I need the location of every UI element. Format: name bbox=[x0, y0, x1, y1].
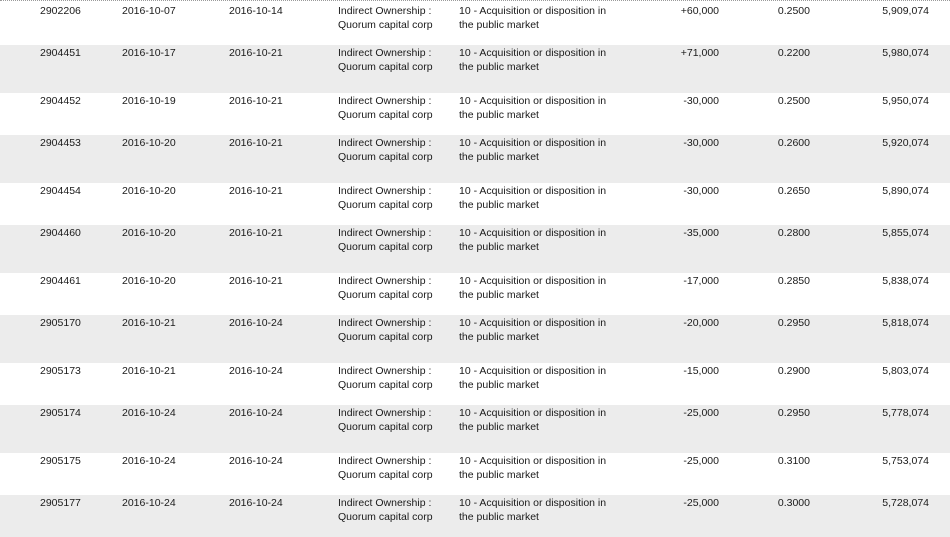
closing-balance: 5,980,074 bbox=[882, 47, 929, 59]
table-row bbox=[0, 93, 950, 135]
table-row bbox=[0, 0, 950, 45]
filing-date: 2016-10-21 bbox=[229, 185, 283, 197]
nature-line-2: the public market bbox=[459, 379, 539, 391]
ownership bbox=[338, 94, 433, 122]
ownership-holder: Quorum capital corp bbox=[338, 241, 433, 253]
transaction-id: 2904461 bbox=[40, 275, 81, 287]
unit-price: 0.2900 bbox=[777, 365, 810, 377]
transaction-date: 2016-10-21 bbox=[122, 317, 176, 329]
number-of-securities: -17,000 bbox=[683, 275, 719, 287]
transaction-id: 2905175 bbox=[40, 455, 81, 467]
ownership bbox=[338, 4, 433, 32]
table-row bbox=[0, 183, 950, 225]
filing-date: 2016-10-24 bbox=[229, 407, 283, 419]
nature-of-transaction bbox=[459, 364, 606, 392]
nature-line-1: 10 - Acquisition or disposition in bbox=[459, 365, 607, 377]
closing-balance: 5,728,074 bbox=[882, 497, 929, 509]
ownership-holder: Quorum capital corp bbox=[338, 109, 433, 121]
table-row bbox=[0, 315, 950, 363]
nature-line-2: the public market bbox=[459, 199, 539, 211]
transaction-id: 2904460 bbox=[40, 227, 81, 239]
nature-line-2: the public market bbox=[459, 511, 539, 523]
table-row bbox=[0, 45, 950, 93]
unit-price: 0.3000 bbox=[777, 497, 810, 509]
transaction-date: 2016-10-24 bbox=[122, 455, 176, 467]
table-row bbox=[0, 225, 950, 273]
transaction-id: 2904453 bbox=[40, 137, 81, 149]
ownership bbox=[338, 496, 433, 524]
table-row bbox=[0, 405, 950, 453]
closing-balance: 5,855,074 bbox=[882, 227, 929, 239]
number-of-securities: -20,000 bbox=[683, 317, 719, 329]
number-of-securities: +60,000 bbox=[680, 5, 719, 17]
nature-line-1: 10 - Acquisition or disposition in bbox=[459, 185, 607, 197]
ownership-holder: Quorum capital corp bbox=[338, 19, 433, 31]
number-of-securities: -15,000 bbox=[683, 365, 719, 377]
nature-of-transaction bbox=[459, 496, 606, 524]
closing-balance: 5,778,074 bbox=[882, 407, 929, 419]
nature-of-transaction bbox=[459, 274, 606, 302]
transaction-date: 2016-10-20 bbox=[122, 275, 176, 287]
transaction-date: 2016-10-21 bbox=[122, 365, 176, 377]
transaction-date: 2016-10-17 bbox=[122, 47, 176, 59]
nature-line-1: 10 - Acquisition or disposition in bbox=[459, 47, 607, 59]
ownership bbox=[338, 454, 433, 482]
nature-line-2: the public market bbox=[459, 109, 539, 121]
nature-line-1: 10 - Acquisition or disposition in bbox=[459, 5, 607, 17]
unit-price: 0.2850 bbox=[777, 275, 810, 287]
ownership-holder: Quorum capital corp bbox=[338, 379, 433, 391]
transaction-id: 2905173 bbox=[40, 365, 81, 377]
nature-of-transaction bbox=[459, 316, 606, 344]
ownership-type: Indirect Ownership : bbox=[338, 95, 432, 107]
ownership-type: Indirect Ownership : bbox=[338, 227, 432, 239]
nature-line-2: the public market bbox=[459, 331, 539, 343]
filing-date: 2016-10-24 bbox=[229, 497, 283, 509]
closing-balance: 5,803,074 bbox=[882, 365, 929, 377]
filing-date: 2016-10-21 bbox=[229, 95, 283, 107]
transaction-id: 2905174 bbox=[40, 407, 81, 419]
transaction-date: 2016-10-20 bbox=[122, 227, 176, 239]
ownership-holder: Quorum capital corp bbox=[338, 331, 433, 343]
ownership-holder: Quorum capital corp bbox=[338, 151, 433, 163]
ownership-type: Indirect Ownership : bbox=[338, 497, 432, 509]
transaction-date: 2016-10-20 bbox=[122, 185, 176, 197]
number-of-securities: -25,000 bbox=[683, 497, 719, 509]
unit-price: 0.2200 bbox=[777, 47, 810, 59]
transaction-id: 2905170 bbox=[40, 317, 81, 329]
filing-date: 2016-10-21 bbox=[229, 137, 283, 149]
unit-price: 0.2650 bbox=[777, 185, 810, 197]
nature-line-1: 10 - Acquisition or disposition in bbox=[459, 497, 607, 509]
transaction-id: 2904451 bbox=[40, 47, 81, 59]
number-of-securities: -25,000 bbox=[683, 455, 719, 467]
nature-of-transaction bbox=[459, 454, 606, 482]
ownership-holder: Quorum capital corp bbox=[338, 511, 433, 523]
nature-line-2: the public market bbox=[459, 61, 539, 73]
nature-line-2: the public market bbox=[459, 469, 539, 481]
ownership bbox=[338, 364, 433, 392]
unit-price: 0.2500 bbox=[777, 5, 810, 17]
ownership-type: Indirect Ownership : bbox=[338, 275, 432, 287]
nature-of-transaction bbox=[459, 226, 606, 254]
nature-line-1: 10 - Acquisition or disposition in bbox=[459, 137, 607, 149]
table-row bbox=[0, 363, 950, 405]
ownership-type: Indirect Ownership : bbox=[338, 47, 432, 59]
transaction-date: 2016-10-19 bbox=[122, 95, 176, 107]
unit-price: 0.2800 bbox=[777, 227, 810, 239]
unit-price: 0.2600 bbox=[777, 137, 810, 149]
transaction-date: 2016-10-20 bbox=[122, 137, 176, 149]
table-row bbox=[0, 135, 950, 183]
closing-balance: 5,920,074 bbox=[882, 137, 929, 149]
transaction-id: 2905177 bbox=[40, 497, 81, 509]
closing-balance: 5,890,074 bbox=[882, 185, 929, 197]
ownership-holder: Quorum capital corp bbox=[338, 199, 433, 211]
ownership-type: Indirect Ownership : bbox=[338, 365, 432, 377]
ownership-type: Indirect Ownership : bbox=[338, 5, 432, 17]
ownership bbox=[338, 46, 433, 74]
nature-line-1: 10 - Acquisition or disposition in bbox=[459, 455, 607, 467]
closing-balance: 5,950,074 bbox=[882, 95, 929, 107]
nature-of-transaction bbox=[459, 94, 606, 122]
nature-line-2: the public market bbox=[459, 289, 539, 301]
nature-line-1: 10 - Acquisition or disposition in bbox=[459, 317, 607, 329]
table-row bbox=[0, 453, 950, 495]
ownership-holder: Quorum capital corp bbox=[338, 421, 433, 433]
filing-date: 2016-10-24 bbox=[229, 455, 283, 467]
nature-of-transaction bbox=[459, 136, 606, 164]
ownership-type: Indirect Ownership : bbox=[338, 185, 432, 197]
table-row bbox=[0, 273, 950, 315]
ownership bbox=[338, 184, 433, 212]
nature-line-2: the public market bbox=[459, 151, 539, 163]
ownership-type: Indirect Ownership : bbox=[338, 455, 432, 467]
ownership-holder: Quorum capital corp bbox=[338, 61, 433, 73]
transaction-id: 2902206 bbox=[40, 5, 81, 17]
ownership bbox=[338, 316, 433, 344]
unit-price: 0.2500 bbox=[777, 95, 810, 107]
transaction-id: 2904454 bbox=[40, 185, 81, 197]
transaction-id: 2904452 bbox=[40, 95, 81, 107]
closing-balance: 5,909,074 bbox=[882, 5, 929, 17]
ownership-type: Indirect Ownership : bbox=[338, 137, 432, 149]
transaction-date: 2016-10-24 bbox=[122, 497, 176, 509]
filing-date: 2016-10-24 bbox=[229, 365, 283, 377]
unit-price: 0.2950 bbox=[777, 407, 810, 419]
nature-line-2: the public market bbox=[459, 421, 539, 433]
ownership bbox=[338, 226, 433, 254]
filing-date: 2016-10-24 bbox=[229, 317, 283, 329]
ownership-holder: Quorum capital corp bbox=[338, 469, 433, 481]
ownership bbox=[338, 136, 433, 164]
closing-balance: 5,838,074 bbox=[882, 275, 929, 287]
nature-line-2: the public market bbox=[459, 241, 539, 253]
closing-balance: 5,818,074 bbox=[882, 317, 929, 329]
transaction-date: 2016-10-24 bbox=[122, 407, 176, 419]
nature-line-1: 10 - Acquisition or disposition in bbox=[459, 227, 607, 239]
number-of-securities: -30,000 bbox=[683, 95, 719, 107]
ownership bbox=[338, 406, 433, 434]
transaction-date: 2016-10-07 bbox=[122, 5, 176, 17]
nature-of-transaction bbox=[459, 46, 606, 74]
unit-price: 0.2950 bbox=[777, 317, 810, 329]
ownership-type: Indirect Ownership : bbox=[338, 407, 432, 419]
number-of-securities: +71,000 bbox=[680, 47, 719, 59]
nature-line-1: 10 - Acquisition or disposition in bbox=[459, 407, 607, 419]
ownership-holder: Quorum capital corp bbox=[338, 289, 433, 301]
number-of-securities: -30,000 bbox=[683, 185, 719, 197]
filing-date: 2016-10-21 bbox=[229, 47, 283, 59]
table-row bbox=[0, 495, 950, 537]
filing-date: 2016-10-14 bbox=[229, 5, 283, 17]
filing-date: 2016-10-21 bbox=[229, 275, 283, 287]
nature-line-2: the public market bbox=[459, 19, 539, 31]
number-of-securities: -35,000 bbox=[683, 227, 719, 239]
ownership bbox=[338, 274, 433, 302]
number-of-securities: -25,000 bbox=[683, 407, 719, 419]
number-of-securities: -30,000 bbox=[683, 137, 719, 149]
closing-balance: 5,753,074 bbox=[882, 455, 929, 467]
nature-line-1: 10 - Acquisition or disposition in bbox=[459, 95, 607, 107]
unit-price: 0.3100 bbox=[777, 455, 810, 467]
ownership-type: Indirect Ownership : bbox=[338, 317, 432, 329]
nature-line-1: 10 - Acquisition or disposition in bbox=[459, 275, 607, 287]
nature-of-transaction bbox=[459, 184, 606, 212]
nature-of-transaction bbox=[459, 4, 606, 32]
nature-of-transaction bbox=[459, 406, 606, 434]
filing-date: 2016-10-21 bbox=[229, 227, 283, 239]
